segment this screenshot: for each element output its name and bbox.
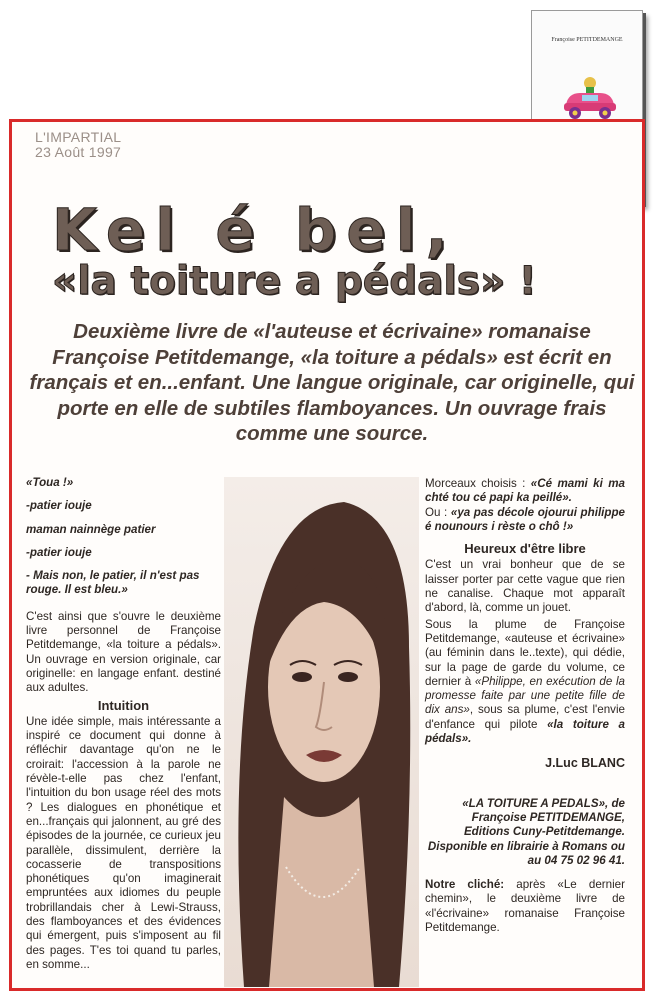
caption-label: Notre cliché: (425, 878, 505, 892)
excerpt-quote: «Cé mami ki ma chté tou cé papi ka peillé». (425, 477, 625, 505)
column-left (26, 476, 221, 972)
dialogue-line: maman nainnège patier (26, 522, 156, 536)
text-span: Sous la plume de Françoise Petitdemange, «auteuse et écrivaine» (au féminin dans le..texte), qui dédie, sur la page de garde du volume, ce dernier à (425, 617, 625, 688)
body-paragraph: C'est un vrai bonheur que de se laisser porter par cette vague que rien ne canalise. Chaque mot apparaît d'abord, là, comme un jouet. (425, 558, 625, 615)
or-label: Ou : (425, 505, 451, 519)
excerpts-paragraph (425, 477, 625, 534)
photo-caption (425, 878, 625, 935)
caption-text: après «Le dernier chemin», le deuxième livre de «l'écrivaine» romanaise Françoise Petitdemange. (425, 878, 625, 935)
car-illustration (560, 71, 620, 123)
book-info-box: «LA TOITURE A PEDALS», de Françoise PETITDEMANGE, Editions Cuny-Petitdemange. Disponible en librairie à Romans ou au 04 75 02 96 41. (427, 796, 625, 867)
text-span: , sous sa plume, c'est l'envie d'enfance qui pilote (425, 703, 625, 731)
masthead (35, 130, 121, 160)
dialogue-line: - Mais non, le patier, il n'est pas rouge. Il est bleu.» (26, 569, 200, 597)
portrait-illustration (224, 477, 419, 987)
newspaper-name: L'IMPARTIAL (35, 129, 122, 145)
dialogue-line: -patier iouje (26, 545, 92, 559)
dialogue-line: «Toua !» (26, 476, 74, 489)
subheading-intuition: Intuition (97, 697, 150, 713)
author-photo (224, 477, 419, 987)
intro-paragraph: C'est ainsi que s'ouvre le deuxième livre personnel de Françoise Petitdemange, «la toiture a pédals». Un ouvrage en version originale, car originelle: en langage enfant. destiné aux adultes. (26, 609, 221, 695)
dialogue-line: -patier iouje (26, 499, 92, 513)
subheading-happy: Heureux d'être libre (464, 541, 586, 557)
column-right (425, 477, 625, 935)
excerpt-quote: «ya pas décole ojourui philippe é nounours i rèste o chô !» (425, 505, 625, 533)
publication-date: 23 Août 1997 (35, 144, 122, 160)
headline-line1: Kel é bel, (52, 196, 458, 264)
lead-paragraph: Deuxième livre de «l'auteuse et écrivaine» romanaise Françoise Petitdemange, «la toiture a pédals» est écrit en français et en...enfant. Une langue originale, car originelle, qui porte en elle de subtiles flamboyances. Un ouvrage frais comme une source. (29, 320, 635, 445)
book-title-ref: «la toiture a pédals». (425, 717, 625, 746)
headline-line2: «la toiture a pédals» ! (52, 259, 537, 304)
author-signature: J.Luc BLANC (545, 756, 625, 771)
article-frame (9, 119, 645, 991)
dedication-quote: «Philippe, en exécution de la promesse faite par une petite fille de dix ans» (425, 674, 625, 717)
body-paragraph: Une idée simple, mais intéressante a inspiré ce document qui donne à réfléchir davantage qu'on ne le croirait: l'accession à la parole ne révèle-t-elle pas chez l'enfant, l'intuition du bon usage réel des mots ? Les dialogues en phonétique et en...français qui jalonnent, au gré des épisodes de la journée, ce curieux jeu parallèle, dissimulent, derrière la cocasserie de transpositions phonétiques qu'on imaginerait empruntées aux idiomes du peuple trobrillandais cher à Lewi-Strauss, des flamboyances et des évidences qui émergent, puis s'imposent au fil des pages. T'es toi quand tu parles, en somme... (26, 714, 221, 971)
body-paragraph (425, 618, 625, 747)
book-author: Françoise PETITDEMANGE (551, 37, 623, 43)
excerpts-label: Morceaux choisis : (425, 477, 531, 490)
